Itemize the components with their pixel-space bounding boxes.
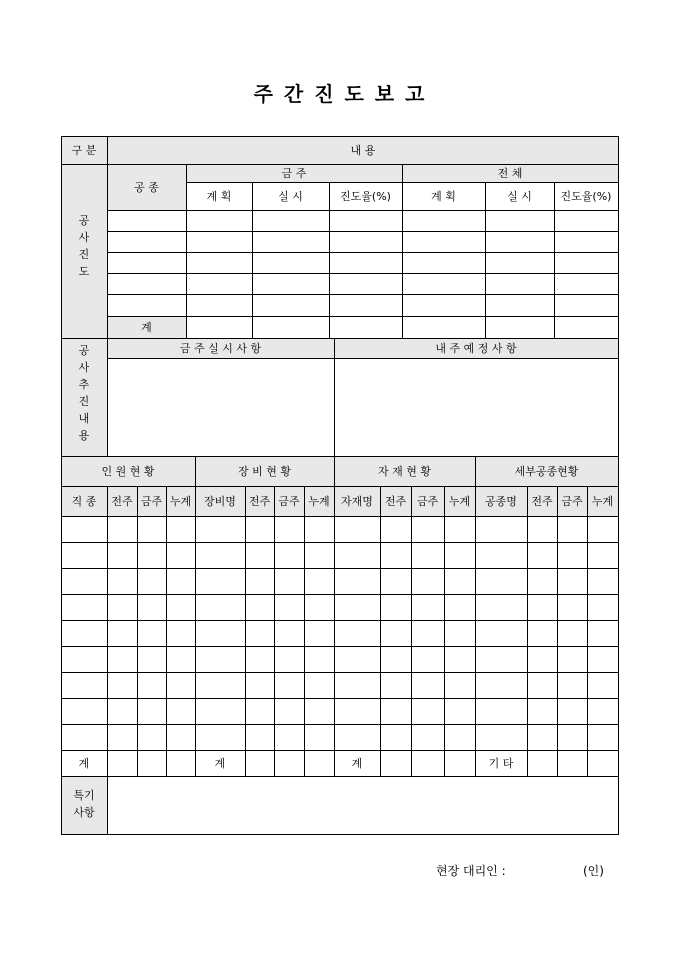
col-last-week: 전주 <box>384 495 407 508</box>
col-equipment-name: 장비명 <box>204 495 236 508</box>
equipment-status-header: 장 비 현 황 <box>238 465 291 478</box>
progress-side-label <box>61 212 107 280</box>
col-this-week: 금주 <box>278 495 300 508</box>
this-week-rate-header: 진도율(%) <box>340 190 391 203</box>
personnel-total-label: 계 <box>78 757 90 770</box>
remarks-label <box>61 787 107 821</box>
col-work-name: 공종명 <box>485 495 517 508</box>
progress-side-char: 도 <box>78 265 90 278</box>
this-week-plan-header: 계 획 <box>206 190 232 203</box>
col-this-week: 금주 <box>140 495 163 508</box>
col-this-week: 금주 <box>416 495 439 508</box>
progress-side-char: 사 <box>78 231 90 244</box>
promotion-side-char: 용 <box>78 429 90 442</box>
promotion-side-char: 진 <box>78 395 90 408</box>
col-cumulative: 누계 <box>591 495 614 508</box>
promotion-side-char: 사 <box>78 361 90 374</box>
document-title: 주 간 진 도 보 고 <box>253 82 427 106</box>
remarks-area[interactable] <box>108 777 618 834</box>
this-week-done-header: 금 주 실 시 사 항 <box>179 342 262 355</box>
seal-mark: (인) <box>583 864 604 878</box>
col-cumulative: 누계 <box>308 495 330 508</box>
promotion-side-char: 공 <box>78 344 90 357</box>
promotion-side-label <box>61 342 107 444</box>
col-last-week: 전주 <box>531 495 553 508</box>
personnel-status-header: 인 원 현 황 <box>101 465 155 478</box>
promotion-side-char: 내 <box>78 412 90 425</box>
overall-actual-header: 실 시 <box>507 190 532 203</box>
progress-total-label: 계 <box>141 321 152 334</box>
progress-side-char: 진 <box>78 248 90 261</box>
col-cumulative: 누계 <box>169 495 192 508</box>
col-job-type: 직 종 <box>71 495 97 508</box>
site-agent-label: 현장 대리인 : <box>436 864 506 878</box>
work-type-header: 공 종 <box>134 181 159 194</box>
promotion-side-char: 추 <box>78 378 90 391</box>
col-last-week: 전주 <box>248 495 271 508</box>
col-this-week: 금주 <box>561 495 583 508</box>
remarks-label-line: 특기 <box>73 789 95 802</box>
overall-rate-header: 진도율(%) <box>560 190 612 203</box>
progress-side-char: 공 <box>78 214 90 227</box>
other-label: 기 타 <box>488 757 514 770</box>
overall-plan-header: 계 획 <box>431 190 456 203</box>
detail-work-status-header: 세부공종현황 <box>514 465 579 478</box>
this-week-actual-header: 실 시 <box>278 190 303 203</box>
col-last-week: 전주 <box>111 495 133 508</box>
overall-header: 전 체 <box>497 167 523 180</box>
this-week-done-area[interactable] <box>108 359 334 456</box>
equipment-total-label: 계 <box>214 757 226 770</box>
next-week-plan-area[interactable] <box>335 359 618 456</box>
material-status-header: 자 재 현 황 <box>378 465 431 478</box>
material-total-label: 계 <box>351 757 363 770</box>
next-week-plan-header: 내 주 예 정 사 항 <box>435 342 517 355</box>
content-header: 내 용 <box>350 144 376 157</box>
remarks-label-line: 사항 <box>73 806 95 819</box>
col-cumulative: 누계 <box>448 495 471 508</box>
gubun-label: 구 분 <box>71 144 97 157</box>
col-material-name: 자재명 <box>341 495 373 508</box>
this-week-header: 금 주 <box>281 167 307 180</box>
